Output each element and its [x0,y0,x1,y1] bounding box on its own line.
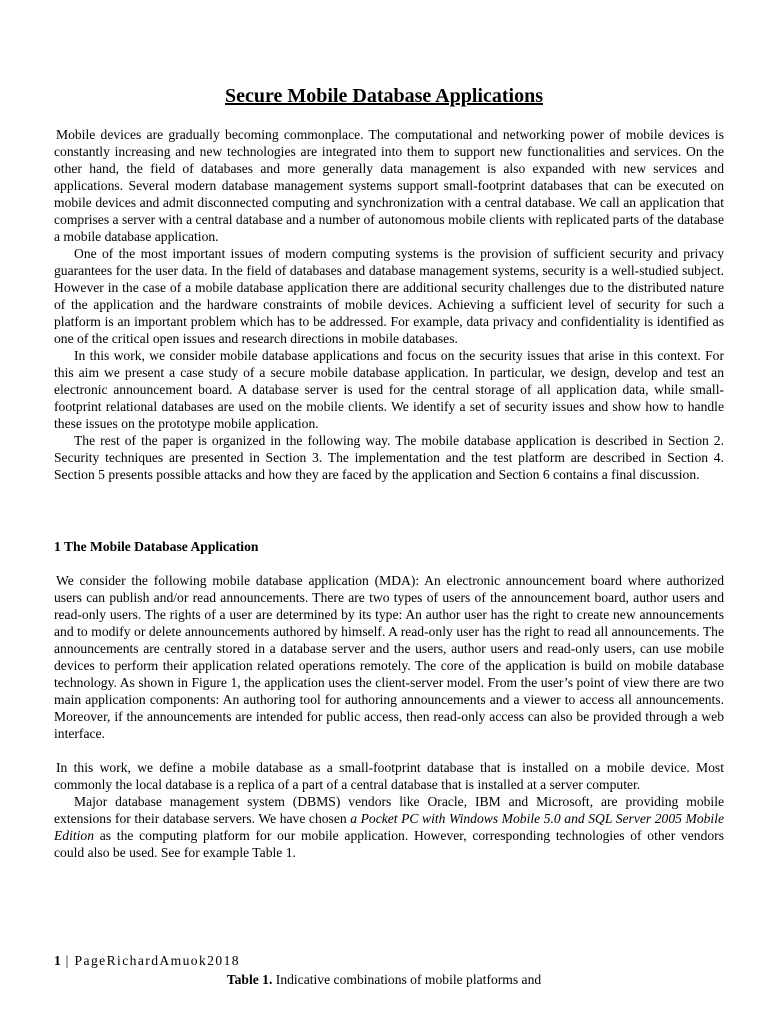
section-1-paragraph-3 [54,793,724,861]
intro-paragraph-2: One of the most important issues of modern computing systems is the provision of sufficient security and privacy guarantees for the user data. In the field of databases and database management systems, security is a well-studied subject. However in the case of a mobile database application there are additional security challenges due to the distributed nature of the application and the hardware constraints of mobile devices. Achieving a sufficient level of security for such a platform is an important problem which has to be addressed. For example, data privacy and confidentiality is identified as one of the critical open issues and research directions in mobile databases. [54,246,724,346]
table-caption-label: Table 1. [226,972,273,987]
paragraph-3-text-b: as the computing platform for our mobile application. However, corresponding technologies of other vendors could also be used. See for example Table 1. [54,828,724,860]
intro-paragraph-3: In this work, we consider mobile database applications and focus on the security issues that arise in this context. For this aim we present a case study of a secure mobile database application. In particular, we design, develop and test an electronic announcement board. A database server is used for the central storage of all application data, while small-footprint relational databases are used on the mobile clients. We identify a set of security issues and show how to handle these issues on the prototype mobile application. [54,348,724,431]
section-1-body [54,572,724,861]
table-caption-text: Indicative combinations of mobile platforms and [272,972,542,987]
table-caption [0,971,768,988]
document-title: Secure Mobile Database Applications [225,85,543,107]
section-1-paragraph-2: In this work, we define a mobile database as a small-footprint database that is installed on a mobile device. Most commonly the local database is a replica of a part of a central database that is installed at a server computer. [54,760,724,792]
paragraph-3-text-a: Major database management system (DBMS) vendors like Oracle, IBM and Microsoft, are providing mobile extensions for their database servers. We have chosen [54,794,724,826]
intro-paragraph-1: Mobile devices are gradually becoming commonplace. The computational and networking power of mobile devices is constantly increasing and new technologies are integrated into them to support new functionalities and services. On the other hand, the field of databases and more generally data management is also expanded with new services and applications. Several modern database management systems support small-footprint databases that can be executed on mobile devices and admit disconnected computing and synchronization with a central database. We call an application that comprises a server with a central database and a number of autonomous mobile clients with replicated parts of the database a mobile database application. [54,127,725,244]
intro-section [54,126,724,483]
page-footer [54,952,240,969]
platform-emphasis: a Pocket PC with Windows Mobile 5.0 and SQL Server 2005 Mobile Edition [54,811,725,843]
section-heading: 1 The Mobile Database Application [54,539,259,554]
page-number: 1 [54,953,61,968]
section-1-paragraph-1: We consider the following mobile database application (MDA): An electronic announcement board where authorized users can publish and/or read announcements. There are two types of users of the announcement board, author users and read-only users. The rights of a user are determined by its type: An author user has the right to create new announcements and to modify or delete announcements authored by himself. A read-only user has the right to read all announcements. The announcements are centrally stored in a database server and the users, author users and read-only users, can use mobile devices to perform their application related operations remotely. The core of the application is build on mobile database technology. As shown in Figure 1, the application uses the client-server model. From the user’s point of view there are two main application components: An authoring tool for authoring announcements and a viewer to access all announcements. Moreover, if the announcements are intended for public access, then read-only access can also be provided through a web interface. [54,573,724,741]
footer-text: PageRichardAmuok2018 [74,953,240,968]
footer-separator: | [65,953,70,968]
intro-paragraph-4: The rest of the paper is organized in the following way. The mobile database application is described in Section 2. Security techniques are presented in Section 3. The implementation and the test platform are described in Section 4. Section 5 presents possible attacks and how they are faced by the application and Section 6 contains a final discussion. [54,433,724,482]
